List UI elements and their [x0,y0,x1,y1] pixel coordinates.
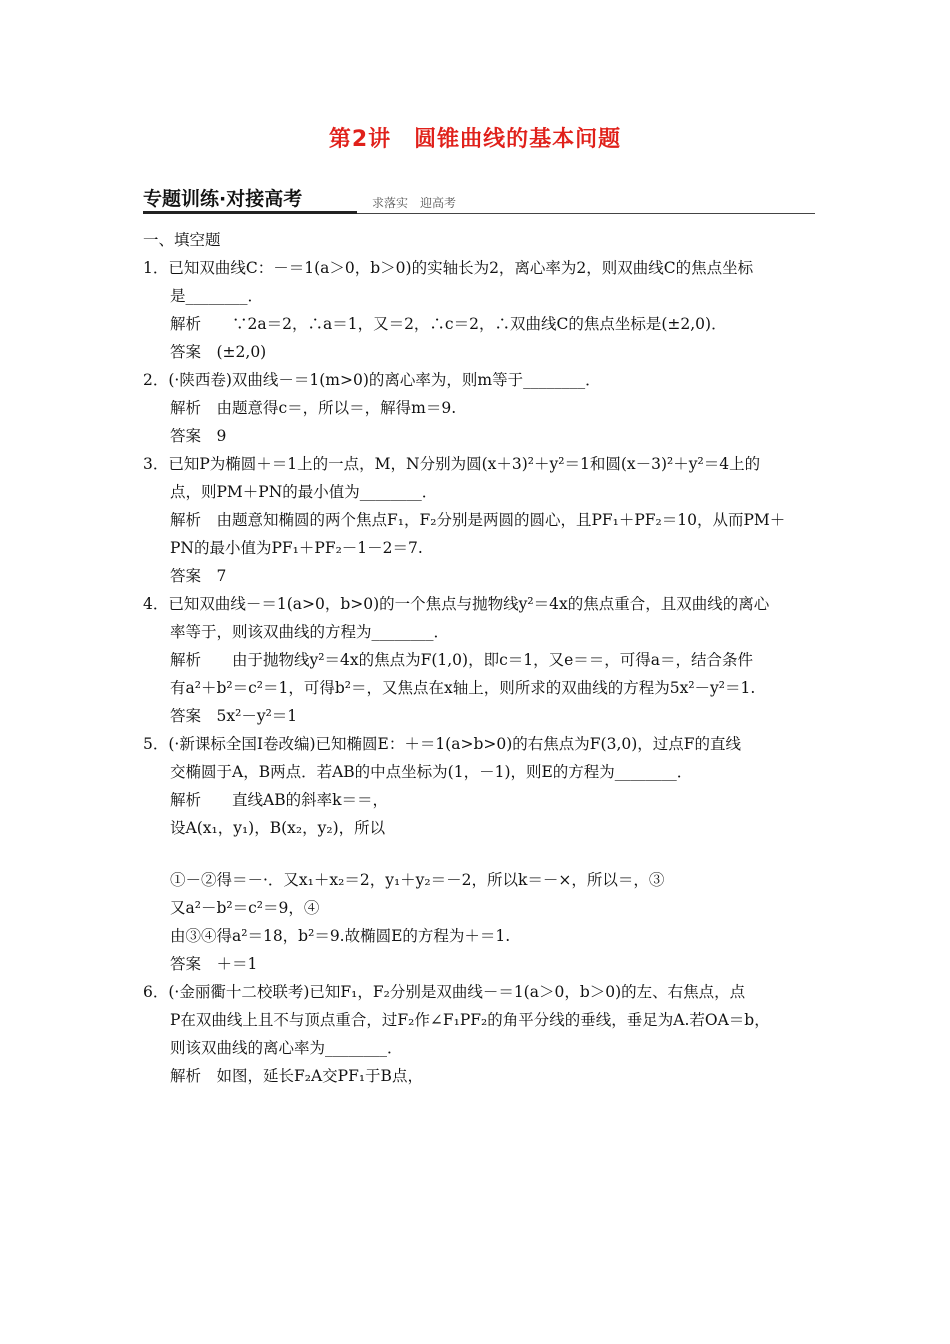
q6-line3: 则该双曲线的离心率为________． [170,1039,403,1057]
q2-line1: 2．(·陕西卷)双曲线－＝1(m>0)的离心率为，则m等于________． [143,371,601,389]
q3-analysis-2: PN的最小值为PF₁＋PF₂－1－2＝7. [170,539,423,557]
q5-line1: 5．(·新课标全国Ⅰ卷改编)已知椭圆E：＋＝1(a>b>0)的右焦点为F(3,0)，过点F的直线 [143,735,742,753]
q6-analysis: 解析 如图，延长F₂A交PF₁于B点， [170,1067,423,1085]
q1-answer: 答案 (±2,0) [170,343,267,361]
page-title: 第2讲 圆锥曲线的基本问题 [328,127,622,152]
q4-line2: 率等于，则该双曲线的方程为________． [170,623,450,641]
q2-analysis: 解析 由题意得c＝，所以＝，解得m＝9. [170,399,457,417]
q5-answer: 答案 ＋＝1 [170,955,258,973]
banner-rule-thick [143,211,357,214]
q2-answer: 答案 9 [170,427,227,445]
banner-main: 专题训练·对接高考 [143,188,303,210]
q5-analysis-3: ①－②得＝－·．又x₁＋x₂＝2，y₁＋y₂＝－2，所以k＝－×，所以＝，③ [170,871,665,889]
q5-analysis-4: 又a²－b²＝c²＝9，④ [170,899,320,917]
q4-analysis-1: 解析 由于抛物线y²＝4x的焦点为F(1,0)，即c＝1，又e＝＝，可得a＝，结合条件 [170,651,754,669]
banner-sub: 求落实 迎高考 [372,196,457,210]
q4-answer: 答案 5x²－y²＝1 [170,707,298,725]
q5-analysis-2: 设A(x₁，y₁)，B(x₂，y₂)，所以 [170,819,386,837]
q3-line2: 点，则PM＋PN的最小值为________． [170,483,438,501]
section-banner [143,186,815,214]
q5-analysis-1: 解析 直线AB的斜率k＝＝， [170,791,388,809]
q5-line2: 交椭圆于A，B两点．若AB的中点坐标为(1，－1)，则E的方程为________． [170,763,693,781]
q3-line1: 3．已知P为椭圆＋＝1上的一点，M，N分别为圆(x＋3)²＋y²＝1和圆(x－3)²＋y²＝4上的 [143,455,761,473]
banner-rule-thin [357,213,815,214]
q6-line2: P在双曲线上且不与顶点重合，过F₂作∠F₁PF₂的角平分线的垂线，垂足为A.若OA＝b， [170,1011,770,1029]
section-heading: 一、填空题 [143,231,221,249]
q4-analysis-2: 有a²＋b²＝c²＝1，可得b²＝，又焦点在x轴上，则所求的双曲线的方程为5x²－y²＝1. [170,679,756,697]
q1-analysis: 解析 ∵2a＝2，∴a＝1，又＝2，∴c＝2，∴双曲线C的焦点坐标是(±2,0)． [170,315,727,333]
q3-analysis-1: 解析 由题意知椭圆的两个焦点F₁，F₂分别是两圆的圆心，且PF₁＋PF₂＝10，从而PM＋ [170,511,786,529]
q4-line1: 4．已知双曲线－＝1(a>0，b>0)的一个焦点与抛物线y²＝4x的焦点重合，且双曲线的离心 [143,595,770,613]
q6-line1: 6．(·金丽衢十二校联考)已知F₁，F₂分别是双曲线－＝1(a＞0，b＞0)的左、右焦点，点 [143,983,746,1001]
q5-analysis-5: 由③④得a²＝18，b²＝9.故椭圆E的方程为＋＝1. [170,927,511,945]
q3-answer: 答案 7 [170,567,227,585]
q1-line1: 1．已知双曲线C：－＝1(a＞0，b＞0)的实轴长为2，离心率为2，则双曲线C的焦点坐标 [143,259,754,277]
q1-line2: 是________． [170,287,264,305]
